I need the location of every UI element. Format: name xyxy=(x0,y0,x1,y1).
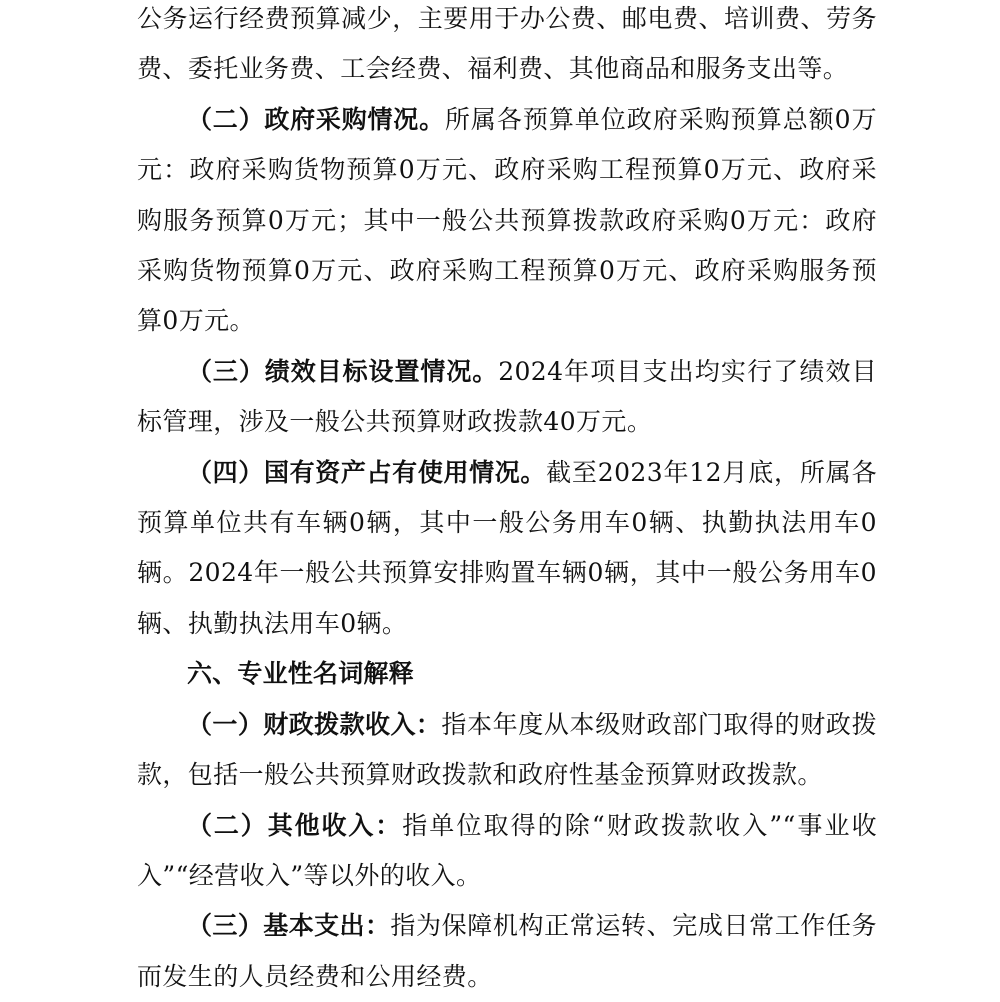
paragraph-government-procurement xyxy=(137,95,877,347)
definition-text: 指为保障机构正常运转、完成日常工作任务而发生的人员经费和公用经费。 xyxy=(137,911,877,991)
paragraph-expense-items xyxy=(137,0,877,95)
paragraph-heading: （二）政府采购情况。 xyxy=(187,104,445,134)
paragraph-heading: （四）国有资产占有使用情况。 xyxy=(187,457,547,487)
definition-term: （二）其他收入： xyxy=(187,810,403,840)
paragraph-text: 2024年项目支出均实行了绩效目标管理，涉及一般公共预算财政拨款40万元。 xyxy=(137,356,877,437)
paragraph-heading: （三）绩效目标设置情况。 xyxy=(187,356,499,386)
paragraph-text: 所属各预算单位政府采购预算总额0万元：政府采购货物预算0万元、政府采购工程预算0万元、政府采购服务预算0万元；其中一般公共预算拨款政府采购0万元：政府采购货物预算0万元、政府采购工程预算0万元、政府采购服务预算0万元。 xyxy=(137,104,877,336)
definition-term: （三）基本支出： xyxy=(187,911,391,941)
section-title xyxy=(137,649,877,699)
section-heading: 六、专业性名词解释 xyxy=(187,659,414,689)
paragraph-state-assets xyxy=(137,448,877,650)
definition-other-income xyxy=(137,801,877,902)
paragraph-text: 截至2023年12月底，所属各预算单位共有车辆0辆，其中一般公务用车0辆、执勤执法用车0辆。2024年一般公共预算安排购置车辆0辆，其中一般公务用车0辆、执勤执法用车0辆。 xyxy=(137,457,877,638)
definition-basic-expenditure xyxy=(137,901,877,1002)
paragraph-performance-targets xyxy=(137,347,877,448)
definition-text: 指单位取得的除“财政拨款收入”“事业收入”“经营收入”等以外的收入。 xyxy=(137,810,877,890)
definition-text: 指本年度从本级财政部门取得的财政拨款，包括一般公共预算财政拨款和政府性基金预算财政拨款。 xyxy=(137,709,877,790)
document-page xyxy=(137,0,877,1002)
definition-fiscal-appropriation-income xyxy=(137,700,877,801)
definition-term: （一）财政拨款收入： xyxy=(187,709,442,739)
paragraph-text: 公务运行经费预算减少，主要用于办公费、邮电费、培训费、劳务费、委托业务费、工会经费、福利费、其他商品和服务支出等。 xyxy=(137,4,877,84)
